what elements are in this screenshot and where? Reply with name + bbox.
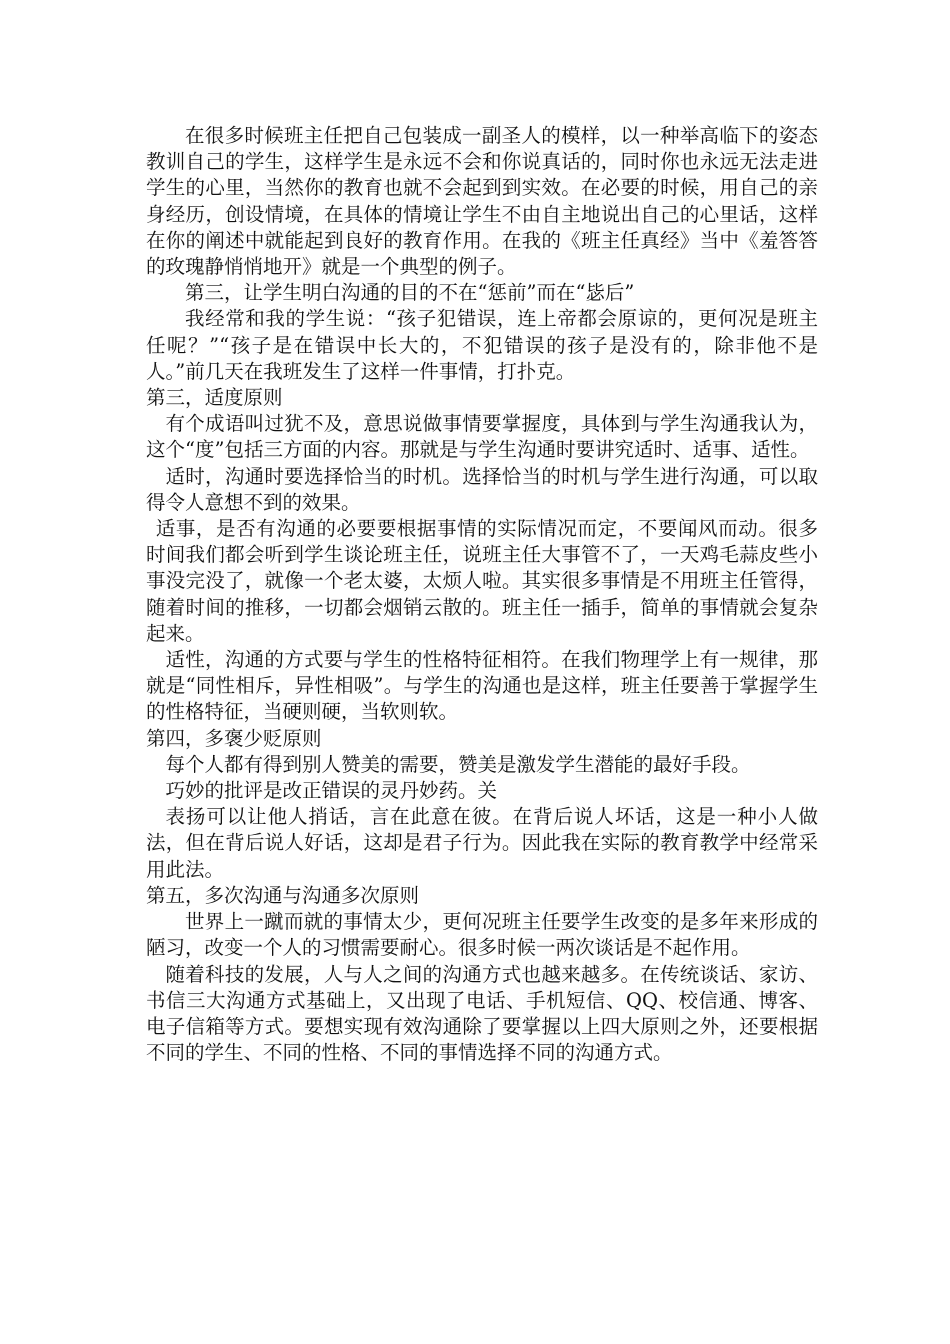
paragraph-1: 在很多时候班主任把自己包装成一副圣人的模样，以一种举高临下的姿态教训自己的学生，这样学生是永远不会和你说真话的，同时你也永远无法走进学生的心里，当然你的教育也就不会起到到实效。在必要的时候，用自己的亲身经历，创设情境，在具体的情境让学生不由自主地说出自己的心里话，这样在你的阐述中就能起到良好的教育作用。在我的《班主任真经》当中《羞答答的玫瑰静悄悄地开》就是一个典型的例子。 <box>146 124 818 279</box>
paragraph-5: 有个成语叫过犹不及，意思说做事情要掌握度，具体到与学生沟通我认为，这个“度”包括三方面的内容。那就是与学生沟通时要讲究适时、适事、适性。 <box>146 412 818 462</box>
section-heading-moderation: 第三，适度原则 <box>146 386 283 410</box>
paragraph-12: 表扬可以让他人捎话，言在此意在彼。在背后说人坏话，这是一种小人做法，但在背后说人好话，这却是君子行为。因此我在实际的教育教学中经常采用此法。 <box>146 805 818 881</box>
paragraph-3: 我经常和我的学生说：“孩子犯错误，连上帝都会原谅的，更何况是班主任呢？”“孩子是在错误中长大的，不犯错误的孩子是没有的，除非他不是人。”前几天在我班发生了这样一件事情，打扑克。 <box>146 307 818 383</box>
paragraph-8: 适性，沟通的方式要与学生的性格特征相符。在我们物理学上有一规律，那就是“同性相斥，异性相吸”。与学生的沟通也是这样，班主任要善于掌握学生的性格特征，当硬则硬，当软则软。 <box>146 648 818 724</box>
section-heading-praise: 第四，多褒少贬原则 <box>146 726 322 750</box>
section-heading-repeated: 第五，多次沟通与沟通多次原则 <box>146 883 420 907</box>
paragraph-15: 随着科技的发展，人与人之间的沟通方式也越来越多。在传统谈话、家访、书信三大沟通方式基础上，又出现了电话、手机短信、QQ、校信通、博客、电子信箱等方式。要想实现有效沟通除了要掌握以上四大原则之外，还要根据不同的学生、不同的性格、不同的事情选择不同的沟通方式。 <box>146 962 818 1065</box>
paragraph-11: 巧妙的批评是改正错误的灵丹妙药。关 <box>165 779 498 803</box>
paragraph-14: 世界上一蹴而就的事情太少，更何况班主任要学生改变的是多年来形成的陋习，改变一个人的习惯需要耐心。很多时候一两次谈话是不起作用。 <box>146 910 818 960</box>
paragraph-10: 每个人都有得到别人赞美的需要，赞美是激发学生潜能的最好手段。 <box>165 752 751 776</box>
document-body <box>146 123 818 1066</box>
paragraph-6: 适时，沟通时要选择恰当的时机。选择恰当的时机与学生进行沟通，可以取得令人意想不到的效果。 <box>146 464 818 514</box>
paragraph-2-subheading: 第三，让学生明白沟通的目的不在“惩前”而在“毖后” <box>185 281 635 305</box>
paragraph-7: 适事，是否有沟通的必要要根据事情的实际情况而定，不要闻风而动。很多时间我们都会听到学生谈论班主任，说班主任大事管不了，一天鸡毛蒜皮些小事没完没了，就像一个老太婆，太烦人啦。其实很多事情是不用班主任管得，随着时间的推移，一切都会烟销云散的。班主任一插手，简单的事情就会复杂起来。 <box>146 517 818 645</box>
